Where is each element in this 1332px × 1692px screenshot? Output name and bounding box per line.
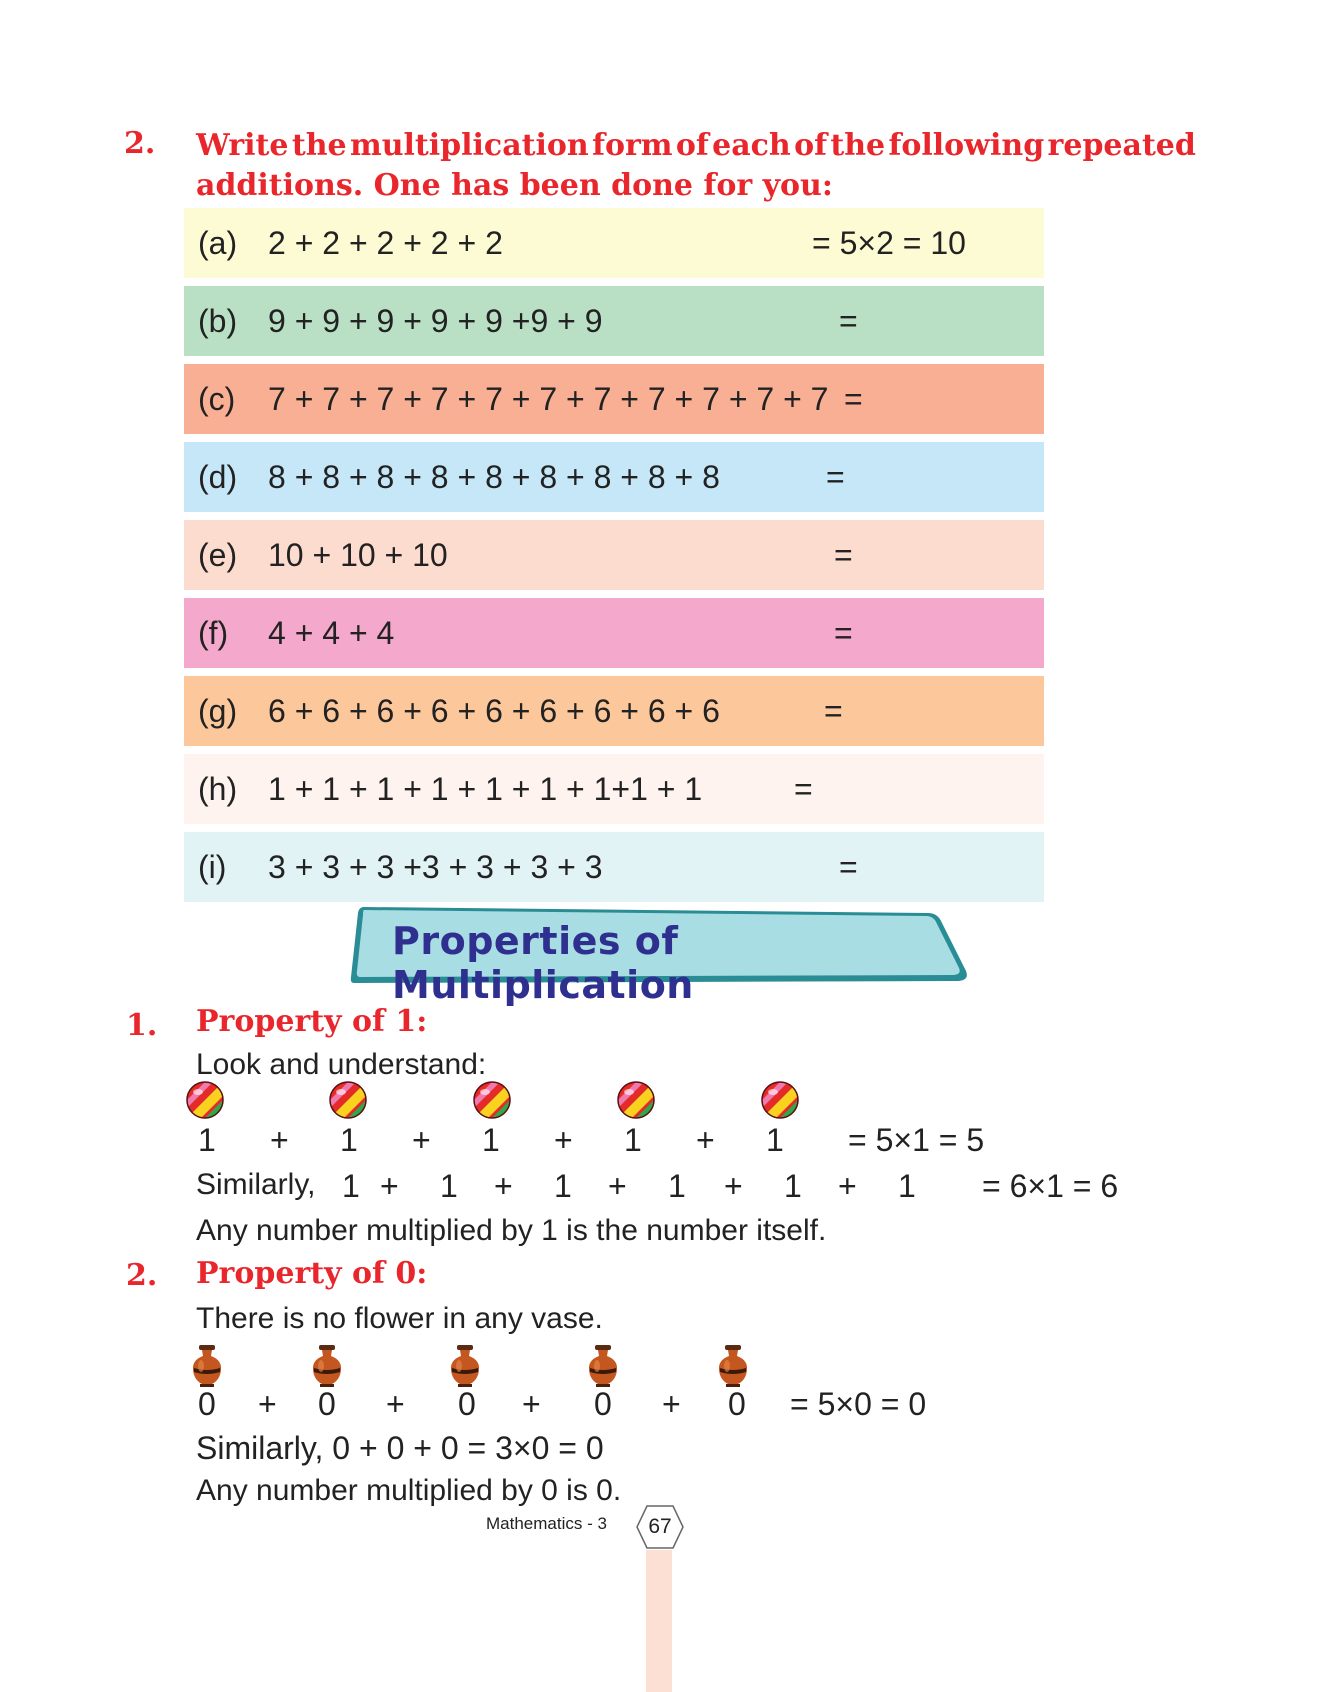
- row-answer[interactable]: =: [839, 849, 858, 885]
- row-label: (h): [198, 771, 238, 807]
- row-answer[interactable]: =: [839, 303, 858, 339]
- section-title: Properties of Multiplication: [392, 919, 694, 1007]
- row-expression: 8 + 8 + 8 + 8 + 8 + 8 + 8 + 8 + 8: [268, 459, 720, 495]
- section-banner: [350, 905, 970, 1007]
- row-label: (a): [198, 225, 238, 261]
- row-label: (i): [198, 849, 227, 885]
- page-tab: [646, 1550, 672, 1692]
- ball-icon: [328, 1080, 368, 1125]
- addend: 1: [198, 1122, 216, 1158]
- addend: 1: [766, 1122, 784, 1158]
- row-answer[interactable]: =: [826, 459, 845, 495]
- plus-sign: +: [386, 1386, 405, 1422]
- instruction-line-2: additions. One has been done for you:: [196, 168, 833, 203]
- property-1-similarly-row: [0, 1168, 1332, 1208]
- row-label: (e): [198, 537, 238, 573]
- plus-sign: +: [380, 1168, 399, 1204]
- addend: 1: [342, 1168, 360, 1204]
- addend: 0: [458, 1386, 476, 1422]
- plus-sign: +: [494, 1168, 513, 1204]
- addend: 0: [728, 1386, 746, 1422]
- row-label: (f): [198, 615, 229, 651]
- page-number-badge: [635, 1504, 685, 1550]
- instruction-word: each: [712, 128, 791, 163]
- instruction-word: repeated: [1047, 128, 1196, 163]
- instruction-word: the: [291, 128, 347, 163]
- property-2-intro: There is no flower in any vase.: [196, 1302, 603, 1335]
- instruction-word: of: [675, 128, 709, 163]
- exercise-row: [184, 676, 1044, 746]
- plus-sign: +: [258, 1386, 277, 1422]
- row-answer[interactable]: =: [824, 693, 843, 729]
- exercise-row: [184, 754, 1044, 824]
- instruction-word: following: [888, 128, 1045, 163]
- plus-sign: +: [522, 1386, 541, 1422]
- exercise-row: [184, 208, 1044, 278]
- exercise-row: [184, 598, 1044, 668]
- property-1-sum-row: [0, 1122, 1332, 1162]
- row-expression: 7 + 7 + 7 + 7 + 7 + 7 + 7 + 7 + 7 + 7 + 7: [268, 381, 829, 417]
- property-1-intro: Look and understand:: [196, 1048, 487, 1081]
- property-2-heading: Property of 0:: [196, 1256, 428, 1291]
- exercise-row: [184, 520, 1044, 590]
- instruction-word: form: [592, 128, 673, 163]
- sum-result: = 5×0 = 0: [790, 1386, 927, 1422]
- exercise-row: [184, 442, 1044, 512]
- addend: 1: [440, 1168, 458, 1204]
- row-expression: 10 + 10 + 10: [268, 537, 448, 573]
- addend: 1: [668, 1168, 686, 1204]
- question-number: 2.: [124, 126, 156, 161]
- property-1-number: 1.: [126, 1008, 158, 1043]
- instruction-word: multiplication: [349, 128, 589, 163]
- exercise-row: [184, 832, 1044, 902]
- row-expression: 2 + 2 + 2 + 2 + 2: [268, 225, 503, 261]
- ball-icon: [472, 1080, 512, 1125]
- sum-result: = 5×1 = 5: [848, 1122, 985, 1158]
- row-label: (g): [198, 693, 238, 729]
- plus-sign: +: [724, 1168, 743, 1204]
- addend: 1: [624, 1122, 642, 1158]
- row-expression: 4 + 4 + 4: [268, 615, 395, 651]
- instruction-word: the: [830, 128, 886, 163]
- exercise-row: [184, 286, 1044, 356]
- row-expression: 6 + 6 + 6 + 6 + 6 + 6 + 6 + 6 + 6: [268, 693, 720, 729]
- instruction-line-1: [196, 126, 1196, 166]
- plus-sign: +: [838, 1168, 857, 1204]
- addend: 0: [198, 1386, 216, 1422]
- addend: 1: [482, 1122, 500, 1158]
- row-expression: 1 + 1 + 1 + 1 + 1 + 1 + 1+1 + 1: [268, 771, 703, 807]
- ball-icon: [760, 1080, 800, 1125]
- row-expression: 9 + 9 + 9 + 9 + 9 +9 + 9: [268, 303, 603, 339]
- row-answer[interactable]: =: [834, 537, 853, 573]
- row-label: (c): [198, 381, 236, 417]
- property-2-similarly: Similarly, 0 + 0 + 0 = 3×0 = 0: [196, 1430, 604, 1466]
- addend: 1: [554, 1168, 572, 1204]
- plus-sign: +: [662, 1386, 681, 1422]
- property-2-number: 2.: [126, 1258, 158, 1293]
- exercise-row: [184, 364, 1044, 434]
- row-label: (b): [198, 303, 238, 339]
- ball-icon: [616, 1080, 656, 1125]
- plus-sign: +: [608, 1168, 627, 1204]
- row-answer[interactable]: =: [794, 771, 813, 807]
- property-2-sum-row: [0, 1386, 1332, 1426]
- addend: 1: [784, 1168, 802, 1204]
- question-instruction: [196, 126, 1196, 206]
- ball-icon: [185, 1080, 225, 1125]
- footer-subject: Mathematics - 3: [486, 1514, 607, 1533]
- instruction-word: Write: [196, 128, 289, 163]
- addend: 0: [594, 1386, 612, 1422]
- row-answer[interactable]: =: [844, 381, 863, 417]
- row-answer[interactable]: =: [834, 615, 853, 651]
- plus-sign: +: [554, 1122, 573, 1158]
- page-number: 67: [648, 1515, 672, 1538]
- plus-sign: +: [412, 1122, 431, 1158]
- plus-sign: +: [696, 1122, 715, 1158]
- row-label: (d): [198, 459, 238, 495]
- similarly-label: Similarly,: [196, 1168, 316, 1201]
- property-2-conclusion: Any number multiplied by 0 is 0.: [196, 1474, 622, 1507]
- property-1-conclusion: Any number multiplied by 1 is the number itself.: [196, 1214, 827, 1247]
- instruction-word: of: [794, 128, 828, 163]
- row-expression: 3 + 3 + 3 +3 + 3 + 3 + 3: [268, 849, 603, 885]
- addend: 1: [898, 1168, 916, 1204]
- sum-result: = 6×1 = 6: [982, 1168, 1119, 1204]
- row-answer: = 5×2 = 10: [812, 225, 966, 261]
- property-1-heading: Property of 1:: [196, 1004, 428, 1039]
- addend: 1: [340, 1122, 358, 1158]
- addend: 0: [318, 1386, 336, 1422]
- plus-sign: +: [270, 1122, 289, 1158]
